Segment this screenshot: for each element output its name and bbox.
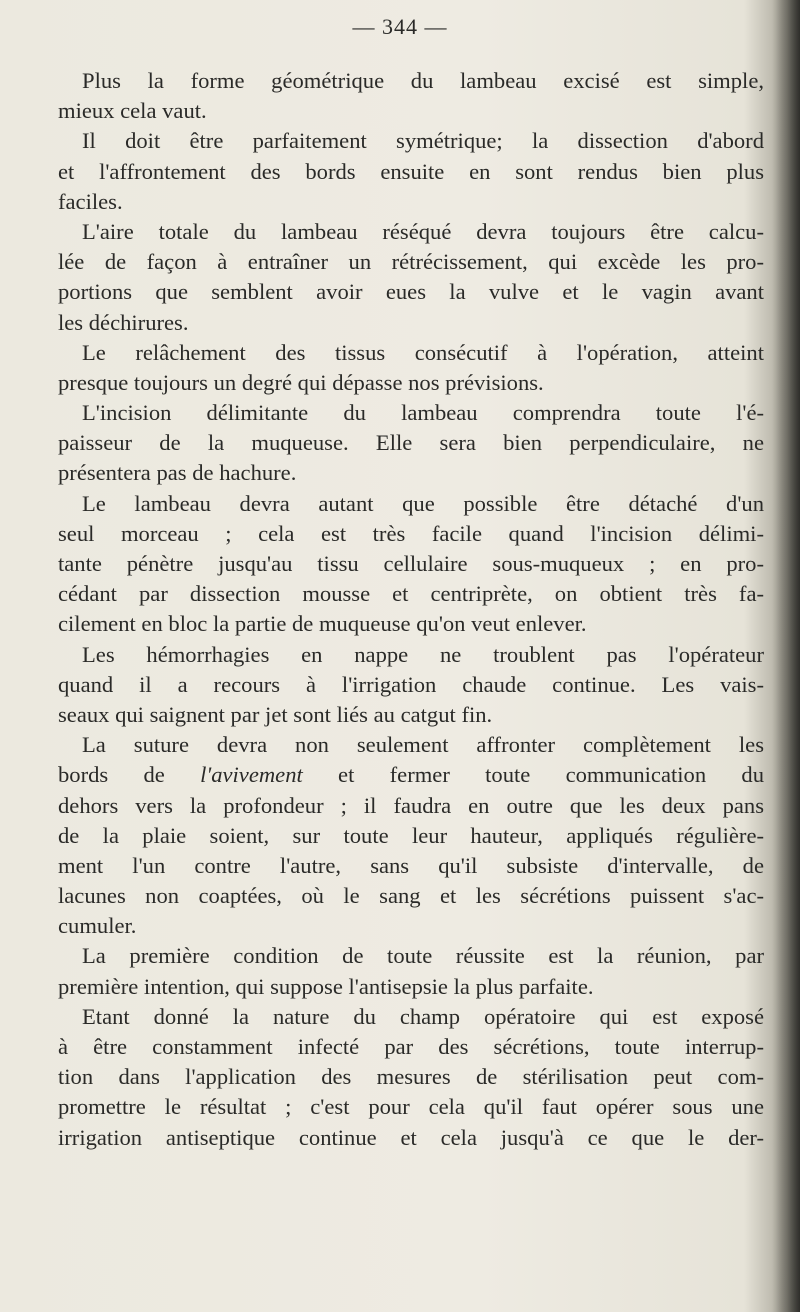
text-line: cédant par dissection mousse et centriprète, on obtient très fa- bbox=[58, 581, 764, 607]
text-line: seaux qui saignent par jet sont liés au catgut fin. bbox=[58, 701, 493, 727]
text-line: première intention, qui suppose l'antisepsie la plus parfaite. bbox=[58, 973, 594, 999]
text-line: Le lambeau devra autant que possible être détaché d'un bbox=[82, 490, 764, 516]
text-line: promettre le résultat ; c'est pour cela qu'il faut opérer sous une bbox=[58, 1094, 764, 1120]
text-line: L'incision délimitante du lambeau comprendra toute l'é- bbox=[82, 400, 764, 426]
text-line: à être constamment infecté par des sécrétions, toute interrup- bbox=[58, 1034, 764, 1059]
text-line: lacunes non coaptées, où le sang et les sécrétions puissent s'ac- bbox=[58, 883, 764, 909]
text-line: tion dans l'application des mesures de stérilisation peut com- bbox=[58, 1064, 764, 1090]
text-line: Il doit être parfaitement symétrique; la dissection d'abord bbox=[82, 128, 764, 154]
text-line: ment l'un contre l'autre, sans qu'il subsiste d'intervalle, de bbox=[58, 852, 764, 878]
text-line: presque toujours un degré qui dépasse nos prévisions. bbox=[58, 369, 544, 395]
text-line: La suture devra non seulement affronter complètement les bbox=[82, 732, 764, 758]
text-line: seul morceau ; cela est très facile quand l'incision délimi- bbox=[58, 520, 764, 546]
text-line: irrigation antiseptique continue et cela jusqu'à ce que le der- bbox=[58, 1124, 764, 1150]
text-line: quand il a recours à l'irrigation chaude continue. Les vais- bbox=[58, 671, 764, 697]
text-line: Etant donné la nature du champ opératoire qui est exposé bbox=[82, 1003, 764, 1029]
text-line: bords de l'avivement et fermer toute communication du bbox=[58, 762, 764, 788]
text-line: portions que semblent avoir eues la vulve et le vagin avant bbox=[58, 279, 764, 305]
text-line: et l'affrontement des bords ensuite en sont rendus bien plus bbox=[58, 158, 764, 184]
text-line: présentera pas de hachure. bbox=[58, 460, 297, 486]
body-text bbox=[58, 66, 764, 1153]
text-line: dehors vers la profondeur ; il faudra en outre que les deux pans bbox=[58, 792, 764, 818]
text-line: paisseur de la muqueuse. Elle sera bien perpendiculaire, ne bbox=[58, 430, 764, 456]
text-line: faciles. bbox=[58, 188, 123, 214]
page-edge-shadow bbox=[772, 0, 800, 1312]
italic-term: l'avivement bbox=[200, 762, 303, 788]
text-line: de la plaie soient, sur toute leur hauteur, appliqués régulière- bbox=[58, 822, 764, 848]
text-line: les déchirures. bbox=[58, 309, 189, 335]
text-line: Le relâchement des tissus consécutif à l'opération, atteint bbox=[82, 339, 764, 365]
text-line: Plus la forme géométrique du lambeau excisé est simple, bbox=[82, 68, 764, 93]
text-line: mieux cela vaut. bbox=[58, 98, 207, 124]
text-line: Les hémorrhagies en nappe ne troublent pas l'opérateur bbox=[82, 641, 764, 667]
text-line: cilement en bloc la partie de muqueuse qu'on veut enlever. bbox=[58, 611, 587, 637]
page-number: — 344 — bbox=[352, 14, 448, 39]
text-line: lée de façon à entraîner un rétrécissement, qui excède les pro- bbox=[58, 249, 764, 275]
text-line: La première condition de toute réussite est la réunion, par bbox=[82, 943, 764, 969]
text-line: tante pénètre jusqu'au tissu cellulaire sous-muqueux ; en pro- bbox=[58, 551, 764, 576]
text-line: L'aire totale du lambeau réséqué devra toujours être calcu- bbox=[82, 218, 764, 244]
text-line: cumuler. bbox=[58, 913, 137, 939]
